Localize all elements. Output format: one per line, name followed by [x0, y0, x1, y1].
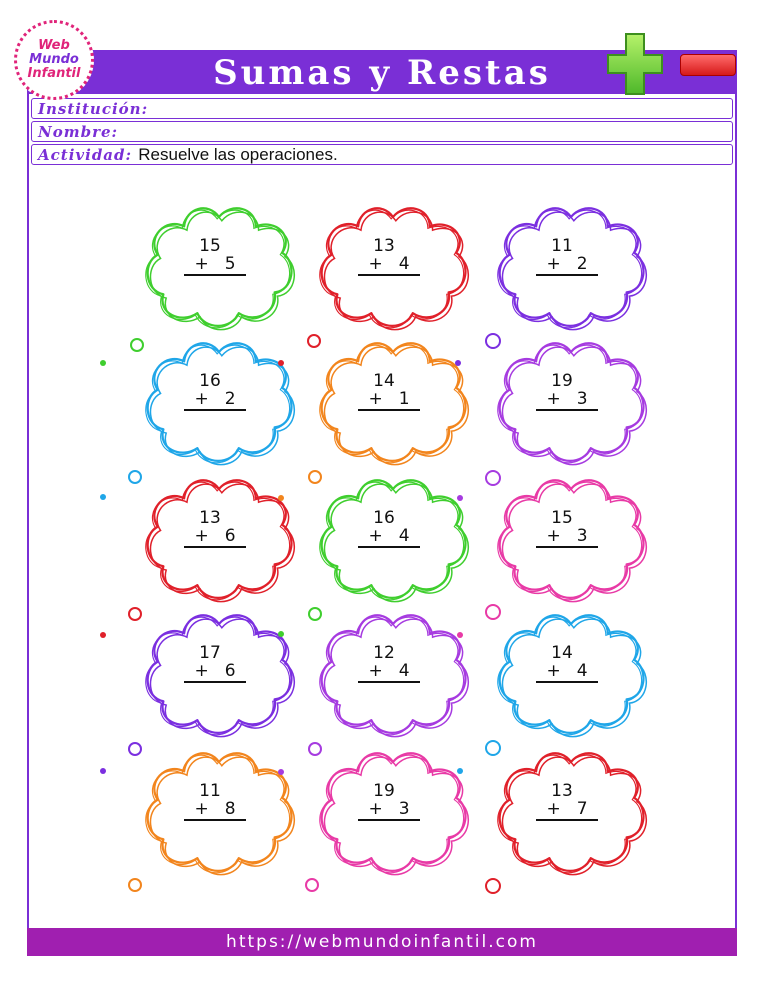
first-addend: 13	[199, 508, 221, 528]
second-number: 4	[576, 661, 588, 681]
decorative-dot	[100, 494, 106, 500]
plus-sign: +	[546, 389, 561, 409]
problem-cloud	[140, 335, 298, 467]
addition-problem	[358, 509, 420, 548]
plus-sign: +	[194, 799, 209, 819]
problem-cloud	[314, 607, 472, 739]
second-addend	[536, 390, 598, 411]
decorative-dot	[278, 769, 284, 775]
second-addend	[184, 390, 246, 411]
addition-problem	[536, 509, 598, 548]
first-addend: 19	[373, 781, 395, 801]
problem-cloud	[140, 607, 298, 739]
second-number: 4	[398, 661, 410, 681]
second-number: 3	[576, 526, 588, 546]
nombre-label: Nombre:	[38, 123, 119, 141]
actividad-label: Actividad:	[38, 146, 139, 164]
second-addend	[358, 390, 420, 411]
second-addend	[184, 527, 246, 548]
decorative-dot	[130, 338, 144, 352]
decorative-dot	[455, 360, 461, 366]
second-number: 3	[576, 389, 588, 409]
plus-sign: +	[546, 526, 561, 546]
second-number: 2	[576, 254, 588, 274]
decorative-dot	[278, 495, 284, 501]
addition-problem	[184, 782, 246, 821]
plus-icon	[606, 32, 664, 96]
first-addend: 17	[199, 643, 221, 663]
problem-cloud	[314, 335, 472, 467]
institucion-field[interactable]	[31, 98, 733, 119]
decorative-dot	[457, 768, 463, 774]
first-addend: 13	[373, 236, 395, 256]
first-addend: 14	[373, 371, 395, 391]
problem-cloud	[492, 200, 650, 332]
second-number: 6	[224, 661, 236, 681]
decorative-dot	[485, 740, 501, 756]
addition-problem	[184, 372, 246, 411]
problem-cloud	[492, 607, 650, 739]
decorative-dot	[307, 334, 321, 348]
addition-problem	[536, 237, 598, 276]
problem-cloud	[314, 200, 472, 332]
decorative-dot	[100, 632, 106, 638]
addition-problem	[536, 644, 598, 683]
plus-sign: +	[368, 389, 383, 409]
addition-problem	[536, 782, 598, 821]
second-addend	[184, 255, 246, 276]
decorative-dot	[308, 470, 322, 484]
second-addend	[536, 662, 598, 683]
second-addend	[536, 255, 598, 276]
problem-cloud	[492, 335, 650, 467]
decorative-dot	[278, 360, 284, 366]
second-number: 2	[224, 389, 236, 409]
plus-sign: +	[194, 389, 209, 409]
second-addend	[536, 800, 598, 821]
first-addend: 11	[199, 781, 221, 801]
decorative-dot	[485, 470, 501, 486]
addition-problem	[184, 237, 246, 276]
decorative-dot	[305, 878, 319, 892]
institucion-label: Institución:	[38, 100, 149, 118]
problem-cloud	[140, 200, 298, 332]
second-number: 6	[224, 526, 236, 546]
plus-sign: +	[368, 526, 383, 546]
first-addend: 12	[373, 643, 395, 663]
problem-cloud	[140, 472, 298, 604]
web-mundo-infantil-logo: Web Mundo Infantil	[14, 20, 94, 100]
first-addend: 13	[551, 781, 573, 801]
plus-sign: +	[194, 254, 209, 274]
plus-sign: +	[368, 661, 383, 681]
decorative-dot	[100, 768, 106, 774]
second-addend	[358, 662, 420, 683]
plus-sign: +	[368, 799, 383, 819]
addition-problem	[358, 644, 420, 683]
decorative-dot	[485, 878, 501, 894]
problem-cloud	[492, 472, 650, 604]
second-addend	[184, 662, 246, 683]
second-addend	[358, 800, 420, 821]
footer-url: https://webmundoinfantil.com	[27, 928, 737, 956]
decorative-dot	[128, 607, 142, 621]
plus-sign: +	[194, 526, 209, 546]
plus-sign: +	[368, 254, 383, 274]
first-addend: 19	[551, 371, 573, 391]
second-number: 7	[576, 799, 588, 819]
problem-cloud	[314, 745, 472, 877]
second-addend	[358, 255, 420, 276]
first-addend: 16	[373, 508, 395, 528]
decorative-dot	[485, 604, 501, 620]
decorative-dot	[128, 878, 142, 892]
minus-icon	[680, 54, 736, 76]
first-addend: 16	[199, 371, 221, 391]
second-number: 4	[398, 526, 410, 546]
second-number: 4	[398, 254, 410, 274]
second-number: 3	[398, 799, 410, 819]
problem-cloud	[492, 745, 650, 877]
second-number: 5	[224, 254, 236, 274]
decorative-dot	[308, 607, 322, 621]
second-addend	[358, 527, 420, 548]
addition-problem	[358, 237, 420, 276]
decorative-dot	[308, 742, 322, 756]
first-addend: 11	[551, 236, 573, 256]
actividad-field[interactable]	[31, 144, 733, 165]
addition-problem	[184, 644, 246, 683]
decorative-dot	[457, 632, 463, 638]
actividad-value: Resuelve las operaciones.	[138, 145, 338, 164]
decorative-dot	[485, 333, 501, 349]
addition-problem	[358, 372, 420, 411]
second-number: 8	[224, 799, 236, 819]
second-addend	[184, 800, 246, 821]
decorative-dot	[128, 742, 142, 756]
second-addend	[536, 527, 598, 548]
decorative-dot	[457, 495, 463, 501]
first-addend: 15	[199, 236, 221, 256]
addition-problem	[184, 509, 246, 548]
addition-problem	[536, 372, 598, 411]
decorative-dot	[100, 360, 106, 366]
problem-cloud	[314, 472, 472, 604]
page-title: Sumas y Restas	[213, 53, 551, 93]
decorative-dot	[278, 631, 284, 637]
plus-sign: +	[546, 661, 561, 681]
decorative-dot	[128, 470, 142, 484]
second-number: 1	[398, 389, 410, 409]
addition-problem	[358, 782, 420, 821]
problem-cloud	[140, 745, 298, 877]
plus-sign: +	[546, 799, 561, 819]
plus-sign: +	[546, 254, 561, 274]
first-addend: 15	[551, 508, 573, 528]
plus-sign: +	[194, 661, 209, 681]
first-addend: 14	[551, 643, 573, 663]
nombre-field[interactable]	[31, 121, 733, 142]
